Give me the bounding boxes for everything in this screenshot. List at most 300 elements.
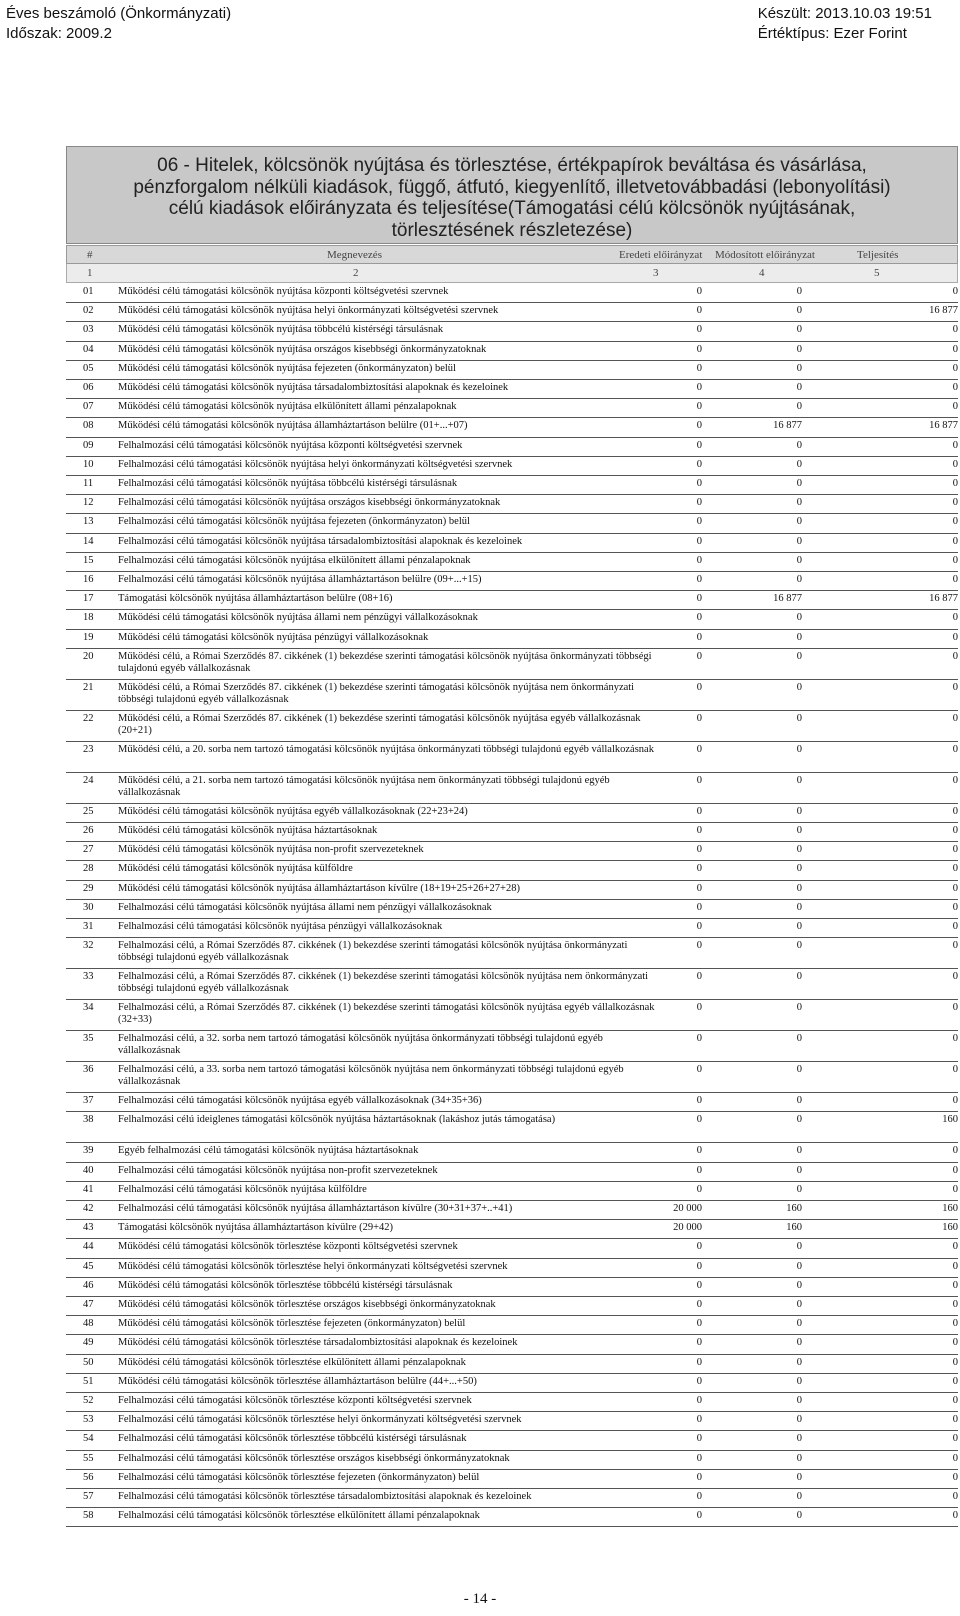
table-row	[66, 360, 958, 380]
table-row	[66, 1219, 958, 1239]
row-number: 29	[83, 882, 94, 894]
table-row	[66, 1488, 958, 1508]
completion-value: 0	[952, 1064, 958, 1076]
column-number-row	[66, 264, 958, 283]
row-label: Működési célú támogatási kölcsönök törlesztése országos kisebbségi önkormányzatoknak	[118, 1299, 496, 1310]
column-header-number: #	[87, 249, 93, 261]
row-number: 57	[83, 1491, 94, 1502]
original-appropriation: 0	[696, 516, 702, 528]
table-row	[66, 999, 958, 1031]
modified-appropriation: 0	[796, 1471, 802, 1483]
modified-appropriation: 0	[796, 497, 802, 509]
completion-value: 0	[952, 458, 958, 470]
row-label: Működési célú támogatási kölcsönök nyújtása elkülönített állami pénzalapoknak	[118, 401, 457, 413]
row-number: 24	[83, 774, 94, 786]
row-label: Felhalmozási célú támogatási kölcsönök nyújtása állami nem pénzügyi vállalkozásoknak	[118, 901, 492, 913]
table-row	[66, 860, 958, 880]
row-label: Működési célú támogatási kölcsönök nyújtása non-profit szervezeteknek	[118, 844, 424, 856]
column-header-row	[66, 245, 958, 264]
modified-appropriation: 16 877	[773, 593, 802, 605]
row-number: 36	[83, 1064, 94, 1076]
table-row	[66, 629, 958, 649]
modified-appropriation: 0	[796, 774, 802, 786]
modified-appropriation: 0	[796, 712, 802, 724]
row-number: 08	[83, 420, 94, 432]
table-row	[66, 1142, 958, 1162]
modified-appropriation: 0	[796, 362, 802, 374]
completion-value: 0	[952, 1002, 958, 1014]
table-row	[66, 1200, 958, 1220]
completion-value: 0	[952, 1260, 958, 1272]
table-row	[66, 321, 958, 341]
completion-value: 0	[952, 1356, 958, 1368]
completion-value: 0	[952, 971, 958, 983]
table-row	[66, 679, 958, 711]
modified-appropriation: 0	[796, 1433, 802, 1445]
modified-appropriation: 0	[796, 612, 802, 624]
original-appropriation: 0	[696, 1114, 702, 1126]
completion-value: 0	[952, 382, 958, 393]
original-appropriation: 0	[696, 497, 702, 509]
column-number: 3	[653, 267, 659, 279]
completion-value: 0	[952, 1395, 958, 1406]
table-row	[66, 899, 958, 919]
created-date: Készült: 2013.10.03 19:51	[757, 5, 932, 22]
column-header-original: Eredeti előirányzat	[619, 249, 703, 261]
row-number: 50	[83, 1356, 94, 1368]
row-label: Működési célú, a Római Szerződés 87. cikkének (1) bekezdése szerinti támogatási kölcsönök nyújtása önkormányzati többségi tulajdonú egyéb vállalkozásnak	[118, 650, 652, 674]
completion-value: 0	[952, 1279, 958, 1291]
modified-appropriation: 0	[796, 863, 802, 875]
row-number: 15	[83, 554, 94, 566]
title-line-4: törlesztésének részletezése)	[391, 219, 633, 241]
modified-appropriation: 0	[796, 1452, 802, 1464]
completion-value: 0	[952, 1183, 958, 1195]
row-number: 12	[83, 497, 94, 509]
row-number: 47	[83, 1299, 94, 1310]
modified-appropriation: 0	[796, 286, 802, 297]
row-number: 35	[83, 1033, 94, 1045]
completion-value: 0	[952, 825, 958, 836]
original-appropriation: 0	[696, 1337, 702, 1349]
row-number: 45	[83, 1260, 94, 1272]
row-label: Felhalmozási célú támogatási kölcsönök nyújtása elkülönített állami pénzalapoknak	[118, 554, 471, 566]
modified-appropriation: 0	[796, 1064, 802, 1076]
modified-appropriation: 0	[796, 1414, 802, 1426]
row-number: 46	[83, 1279, 94, 1291]
original-appropriation: 0	[696, 362, 702, 374]
table-row	[66, 1507, 958, 1527]
table-row	[66, 1277, 958, 1297]
table-row	[66, 437, 958, 457]
original-appropriation: 0	[696, 1471, 702, 1483]
row-number: 27	[83, 844, 94, 856]
row-label: Működési célú támogatási kölcsönök törlesztése államháztartáson belülre (44+...+50)	[118, 1375, 477, 1387]
row-label: Felhalmozási célú támogatási kölcsönök törlesztése többcélú kistérségi társulásnak	[118, 1433, 467, 1445]
original-appropriation: 0	[696, 458, 702, 470]
completion-value: 0	[952, 362, 958, 374]
modified-appropriation: 0	[796, 940, 802, 952]
completion-value: 160	[942, 1222, 958, 1234]
original-appropriation: 0	[696, 305, 702, 317]
original-appropriation: 20 000	[673, 1222, 702, 1234]
completion-value: 0	[952, 324, 958, 336]
original-appropriation: 0	[696, 681, 702, 693]
completion-value: 0	[952, 401, 958, 413]
original-appropriation: 0	[696, 921, 702, 932]
row-label: Felhalmozási célú támogatási kölcsönök törlesztése helyi önkormányzati költségvetési szervnek	[118, 1414, 522, 1426]
row-number: 38	[83, 1114, 94, 1126]
row-number: 13	[83, 516, 94, 528]
row-label: Felhalmozási célú, a Római Szerződés 87. cikkének (1) bekezdése szerinti támogatási kölcsönök nyújtása egyéb vállalkozásnak (32+33)	[118, 1002, 655, 1026]
completion-value: 0	[952, 774, 958, 786]
modified-appropriation: 0	[796, 1241, 802, 1253]
row-label: Felhalmozási célú támogatási kölcsönök nyújtása többcélú kistérségi társulásnak	[118, 478, 458, 489]
modified-appropriation: 0	[796, 1145, 802, 1157]
table-row	[66, 1238, 958, 1258]
row-number: 02	[83, 305, 94, 317]
completion-value: 0	[952, 901, 958, 913]
row-label: Felhalmozási célú, a Római Szerződés 87. cikkének (1) bekezdése szerinti támogatási kölcsönök nyújtása nem önkormányzati többségi tulajdonú egyéb vállalkozásnak	[118, 971, 649, 995]
modified-appropriation: 0	[796, 1114, 802, 1126]
table-row	[66, 1315, 958, 1335]
row-label: Működési célú, a Római Szerződés 87. cikkének (1) bekezdése szerinti támogatási kölcsönök nyújtása egyéb vállalkozásnak (20+21)	[118, 712, 641, 736]
modified-appropriation: 0	[796, 1395, 802, 1406]
report-header-right	[758, 4, 932, 44]
completion-value: 0	[952, 1452, 958, 1464]
modified-appropriation: 0	[796, 681, 802, 693]
original-appropriation: 0	[696, 844, 702, 856]
title-line-2: pénzforgalom nélküli kiadások, függő, átfutó, kiegyenlítő, illetvetovábbadási (lebonyolítási)	[133, 176, 891, 198]
original-appropriation: 0	[696, 1414, 702, 1426]
table-row	[66, 1411, 958, 1431]
row-number: 06	[83, 382, 94, 393]
original-appropriation: 0	[696, 574, 702, 585]
completion-value: 0	[952, 1299, 958, 1310]
completion-value: 0	[952, 805, 958, 817]
original-appropriation: 0	[696, 1491, 702, 1502]
original-appropriation: 0	[696, 1510, 702, 1522]
original-appropriation: 0	[696, 343, 702, 355]
column-number: 4	[759, 267, 765, 279]
row-number: 58	[83, 1510, 94, 1522]
row-number: 37	[83, 1095, 94, 1107]
row-label: Működési célú támogatási kölcsönök nyújtása országos kisebbségi önkormányzatoknak	[118, 343, 487, 355]
completion-value: 0	[952, 940, 958, 952]
completion-value: 0	[952, 882, 958, 894]
row-label: Támogatási kölcsönök nyújtása államháztartáson belülre (08+16)	[118, 593, 393, 605]
modified-appropriation: 160	[786, 1203, 802, 1214]
original-appropriation: 0	[696, 1064, 702, 1076]
row-label: Működési célú támogatási kölcsönök törlesztése többcélú kistérségi társulásnak	[118, 1279, 453, 1291]
row-number: 30	[83, 901, 94, 913]
modified-appropriation: 0	[796, 1164, 802, 1176]
row-number: 25	[83, 805, 94, 817]
table-row	[66, 475, 958, 495]
modified-appropriation: 0	[796, 1356, 802, 1368]
original-appropriation: 0	[696, 1145, 702, 1157]
completion-value: 16 877	[929, 420, 958, 432]
table-row	[66, 590, 958, 610]
table-row	[66, 822, 958, 842]
row-label: Működési célú támogatási kölcsönök nyújtása államháztartáson belülre (01+...+07)	[118, 420, 468, 432]
row-label: Működési célú támogatási kölcsönök nyújtása helyi önkormányzati költségvetési szervnek	[118, 305, 499, 317]
original-appropriation: 0	[696, 631, 702, 643]
completion-value: 0	[952, 1241, 958, 1253]
value-type: Értéktípus: Ezer Forint	[757, 25, 907, 42]
row-number: 51	[83, 1375, 94, 1387]
row-number: 07	[83, 401, 94, 413]
modified-appropriation: 0	[796, 1337, 802, 1349]
modified-appropriation: 0	[796, 650, 802, 662]
row-number: 16	[83, 574, 94, 585]
row-number: 18	[83, 612, 94, 624]
row-label: Felhalmozási célú támogatási kölcsönök nyújtása államháztartáson belülre (09+...+15)	[118, 574, 482, 585]
modified-appropriation: 0	[796, 1491, 802, 1502]
completion-value: 0	[952, 921, 958, 932]
completion-value: 0	[952, 1414, 958, 1426]
column-header-name: Megnevezés	[327, 249, 382, 261]
original-appropriation: 0	[696, 901, 702, 913]
original-appropriation: 0	[696, 1241, 702, 1253]
original-appropriation: 0	[696, 1299, 702, 1310]
modified-appropriation: 0	[796, 305, 802, 317]
row-number: 31	[83, 921, 94, 932]
modified-appropriation: 0	[796, 1002, 802, 1014]
row-label: Felhalmozási célú támogatási kölcsönök törlesztése központi költségvetési szervnek	[118, 1395, 472, 1406]
report-header-left	[6, 4, 231, 44]
table-title	[66, 146, 958, 244]
completion-value: 0	[952, 863, 958, 875]
modified-appropriation: 0	[796, 743, 802, 755]
row-label: Működési célú támogatási kölcsönök nyújtása háztartásoknak	[118, 825, 378, 836]
table-row	[66, 609, 958, 629]
row-label: Működési célú támogatási kölcsönök nyújtása fejezeten (önkormányzaton) belül	[118, 362, 456, 374]
row-number: 49	[83, 1337, 94, 1349]
completion-value: 0	[952, 286, 958, 297]
modified-appropriation: 0	[796, 631, 802, 643]
row-number: 22	[83, 712, 94, 724]
row-number: 56	[83, 1471, 94, 1483]
original-appropriation: 0	[696, 593, 702, 605]
row-number: 19	[83, 631, 94, 643]
table-row	[66, 1258, 958, 1278]
row-number: 05	[83, 362, 94, 374]
modified-appropriation: 0	[796, 1279, 802, 1291]
modified-appropriation: 0	[796, 458, 802, 470]
original-appropriation: 0	[696, 286, 702, 297]
completion-value: 0	[952, 535, 958, 547]
original-appropriation: 0	[696, 478, 702, 489]
modified-appropriation: 0	[796, 1033, 802, 1045]
table-row	[66, 1030, 958, 1062]
original-appropriation: 0	[696, 1279, 702, 1291]
modified-appropriation: 160	[786, 1222, 802, 1234]
completion-value: 0	[952, 631, 958, 643]
row-label: Felhalmozási célú támogatási kölcsönök nyújtása pénzügyi vállalkozásoknak	[118, 921, 443, 932]
row-label: Működési célú támogatási kölcsönök törlesztése helyi önkormányzati költségvetési szervnek	[118, 1260, 508, 1272]
table-row	[66, 1092, 958, 1112]
table-row	[66, 398, 958, 418]
row-number: 54	[83, 1433, 94, 1445]
modified-appropriation: 0	[796, 535, 802, 547]
modified-appropriation: 0	[796, 343, 802, 355]
original-appropriation: 0	[696, 863, 702, 875]
row-label: Működési célú támogatási kölcsönök nyújtása államháztartáson kívülre (18+19+25+26+27+28)	[118, 882, 520, 894]
table-row	[66, 1373, 958, 1393]
column-number: 1	[87, 267, 93, 279]
table-row	[66, 417, 958, 437]
row-number: 04	[83, 343, 94, 355]
modified-appropriation: 0	[796, 554, 802, 566]
modified-appropriation: 0	[796, 516, 802, 528]
modified-appropriation: 0	[796, 1299, 802, 1310]
modified-appropriation: 0	[796, 882, 802, 894]
original-appropriation: 0	[696, 1433, 702, 1445]
table-row	[66, 968, 958, 1000]
table-row	[66, 283, 958, 303]
table-row	[66, 1392, 958, 1412]
completion-value: 0	[952, 1095, 958, 1107]
column-header-completion: Teljesítés	[857, 249, 899, 261]
row-number: 21	[83, 681, 94, 693]
modified-appropriation: 0	[796, 901, 802, 913]
completion-value: 0	[952, 516, 958, 528]
table-row	[66, 803, 958, 823]
row-label: Felhalmozási célú, a 33. sorba nem tartozó támogatási kölcsönök nyújtása nem önkormányzati többségi tulajdonú egyéb vállalkozásnak	[118, 1064, 624, 1088]
original-appropriation: 0	[696, 554, 702, 566]
completion-value: 0	[952, 574, 958, 585]
row-number: 10	[83, 458, 94, 470]
row-number: 17	[83, 593, 94, 605]
row-label: Működési célú, a Római Szerződés 87. cikkének (1) bekezdése szerinti támogatási kölcsönök nyújtása nem önkormányzati többségi tulajdonú egyéb vállalkozásnak	[118, 681, 635, 705]
row-label: Működési célú, a 21. sorba nem tartozó támogatási kölcsönök nyújtása nem önkormányzati többségi tulajdonú egyéb vállalkozásnak	[118, 774, 610, 798]
row-label: Működési célú támogatási kölcsönök nyújtása központi költségvetési szervnek	[118, 286, 449, 297]
original-appropriation: 0	[696, 774, 702, 786]
table-row	[66, 552, 958, 572]
row-label: Felhalmozási célú támogatási kölcsönök nyújtása egyéb vállalkozásoknak (34+35+36)	[118, 1095, 482, 1107]
modified-appropriation: 0	[796, 1510, 802, 1522]
completion-value: 0	[952, 1318, 958, 1330]
row-number: 09	[83, 439, 94, 451]
row-number: 20	[83, 650, 94, 662]
completion-value: 0	[952, 343, 958, 355]
row-label: Működési célú támogatási kölcsönök törlesztése elkülönített állami pénzalapoknak	[118, 1356, 466, 1368]
modified-appropriation: 0	[796, 1183, 802, 1195]
column-number: 5	[874, 267, 880, 279]
row-label: Felhalmozási célú támogatási kölcsönök nyújtása társadalombiztosítási alapoknak és kezeloinek	[118, 535, 523, 547]
row-number: 44	[83, 1241, 94, 1253]
table-row	[66, 1450, 958, 1470]
completion-value: 0	[952, 844, 958, 856]
original-appropriation: 0	[696, 712, 702, 724]
completion-value: 0	[952, 1491, 958, 1502]
completion-value: 0	[952, 1510, 958, 1522]
original-appropriation: 0	[696, 439, 702, 451]
completion-value: 16 877	[929, 593, 958, 605]
table-row	[66, 302, 958, 322]
original-appropriation: 0	[696, 1095, 702, 1107]
original-appropriation: 0	[696, 940, 702, 952]
original-appropriation: 0	[696, 1395, 702, 1406]
table-row	[66, 341, 958, 361]
original-appropriation: 0	[696, 805, 702, 817]
table-row	[66, 937, 958, 969]
table-row	[66, 1334, 958, 1354]
modified-appropriation: 0	[796, 971, 802, 983]
modified-appropriation: 0	[796, 1095, 802, 1107]
modified-appropriation: 0	[796, 324, 802, 336]
row-number: 28	[83, 863, 94, 875]
row-number: 32	[83, 940, 94, 952]
original-appropriation: 0	[696, 401, 702, 413]
title-line-1: 06 - Hitelek, kölcsönök nyújtása és törlesztése, értékpapírok beváltása és vásárlása,	[157, 155, 867, 176]
row-label: Működési célú támogatási kölcsönök nyújtása pénzügyi vállalkozásoknak	[118, 631, 429, 643]
table-row	[66, 513, 958, 533]
row-label: Felhalmozási célú támogatási kölcsönök nyújtása helyi önkormányzati költségvetési szervnek	[118, 458, 513, 470]
row-label: Működési célú támogatási kölcsönök nyújtása egyéb vállalkozásoknak (22+23+24)	[118, 805, 468, 817]
original-appropriation: 0	[696, 382, 702, 393]
modified-appropriation: 0	[796, 382, 802, 393]
row-number: 11	[83, 478, 94, 489]
completion-value: 0	[952, 1433, 958, 1445]
row-label: Felhalmozási célú támogatási kölcsönök törlesztése elkülönített állami pénzalapoknak	[118, 1510, 480, 1522]
row-number: 41	[83, 1183, 94, 1195]
row-number: 42	[83, 1203, 94, 1214]
original-appropriation: 0	[696, 1318, 702, 1330]
table-row	[66, 1111, 958, 1143]
row-number: 48	[83, 1318, 94, 1330]
table-row	[66, 741, 958, 773]
report-name: Éves beszámoló (Önkormányzati)	[6, 5, 232, 22]
row-label: Felhalmozási célú, a 32. sorba nem tartozó támogatási kölcsönök nyújtása önkormányzati többségi tulajdonú egyéb vállalkozásnak	[118, 1033, 603, 1057]
original-appropriation: 0	[696, 882, 702, 894]
completion-value: 0	[952, 1145, 958, 1157]
row-number: 39	[83, 1145, 94, 1157]
completion-value: 16 877	[929, 305, 958, 317]
original-appropriation: 0	[696, 324, 702, 336]
completion-value: 0	[952, 612, 958, 624]
completion-value: 0	[952, 1375, 958, 1387]
row-label: Felhalmozási célú támogatási kölcsönök nyújtása fejezeten (önkormányzaton) belül	[118, 516, 470, 528]
original-appropriation: 0	[696, 1260, 702, 1272]
table-row	[66, 456, 958, 476]
original-appropriation: 0	[696, 650, 702, 662]
completion-value: 0	[952, 1337, 958, 1349]
row-number: 55	[83, 1452, 94, 1464]
modified-appropriation: 0	[796, 1260, 802, 1272]
row-number: 33	[83, 971, 94, 983]
table-row	[66, 533, 958, 553]
original-appropriation: 0	[696, 1356, 702, 1368]
table-row	[66, 1181, 958, 1201]
table-row	[66, 880, 958, 900]
completion-value: 0	[952, 478, 958, 489]
table-row	[66, 1430, 958, 1450]
original-appropriation: 0	[696, 743, 702, 755]
completion-value: 0	[952, 712, 958, 724]
completion-value: 0	[952, 439, 958, 451]
modified-appropriation: 0	[796, 439, 802, 451]
original-appropriation: 0	[696, 971, 702, 983]
modified-appropriation: 0	[796, 478, 802, 489]
row-number: 23	[83, 743, 94, 755]
row-label: Felhalmozási célú támogatási kölcsönök törlesztése fejezeten (önkormányzaton) belül	[118, 1471, 480, 1483]
row-number: 03	[83, 324, 94, 336]
table-row	[66, 841, 958, 861]
original-appropriation: 0	[696, 1164, 702, 1176]
table-row	[66, 1469, 958, 1489]
